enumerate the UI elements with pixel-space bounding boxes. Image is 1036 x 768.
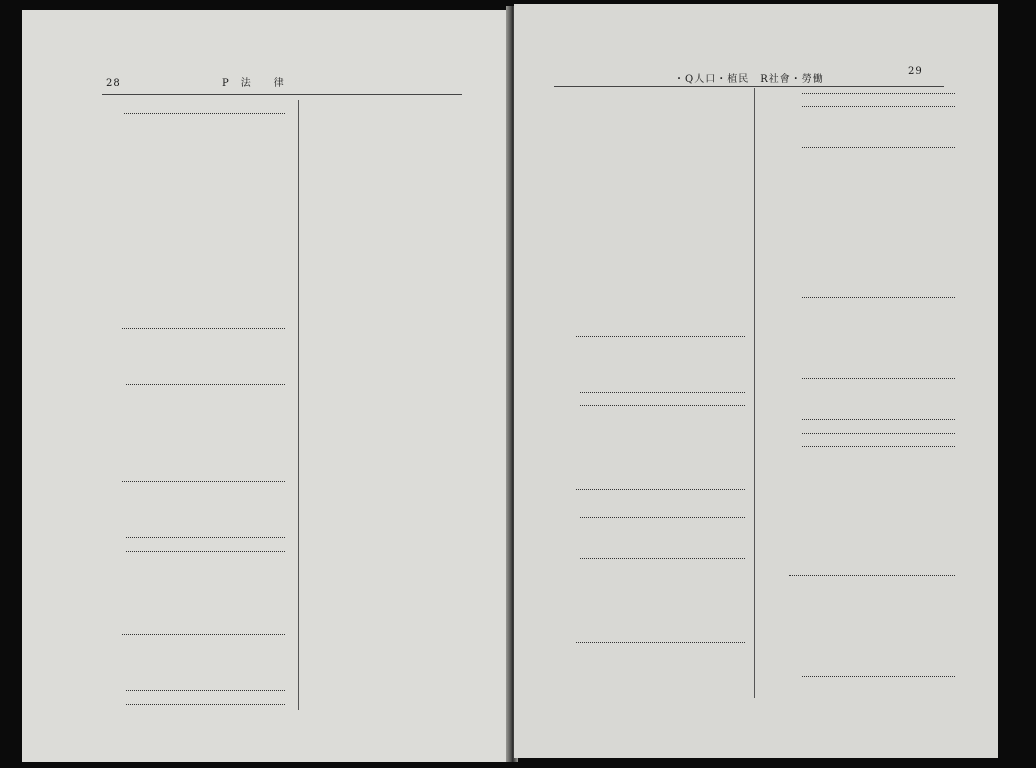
- index-entry: [306, 421, 476, 435]
- index-entry: [82, 654, 288, 668]
- index-entry: [82, 304, 288, 318]
- leader-dots: [126, 704, 285, 705]
- index-entry: [82, 236, 288, 250]
- running-header-right: ・Q人口・植民 R社會・勞働: [674, 74, 824, 85]
- index-entry: [758, 533, 958, 547]
- index-entry: [758, 261, 958, 275]
- index-entry: [82, 556, 288, 570]
- index-entry: [536, 298, 748, 312]
- index-entry: [536, 312, 748, 326]
- left-page: [22, 10, 510, 762]
- index-entry: [758, 274, 958, 288]
- index-entry: [306, 214, 476, 228]
- index-entry: [306, 435, 476, 449]
- index-entry: [536, 437, 748, 451]
- index-entry: [536, 451, 748, 465]
- index-entry: [306, 561, 476, 575]
- index-entry: [536, 284, 748, 298]
- index-note: [536, 672, 748, 684]
- index-entry: [758, 397, 958, 411]
- section-heading: [536, 177, 748, 201]
- index-entry: [536, 604, 748, 618]
- leader-dots: [802, 446, 955, 447]
- index-heading: [536, 160, 748, 177]
- index-entry: [82, 362, 288, 376]
- index-entry: [306, 673, 476, 687]
- index-entry: [536, 369, 748, 383]
- index-entry: [758, 84, 958, 98]
- index-entry: [82, 209, 288, 223]
- index-note: [536, 660, 748, 672]
- index-entry: [536, 617, 748, 631]
- index-entry: [536, 495, 748, 509]
- index-entry: [306, 354, 476, 368]
- index-entry: [82, 389, 288, 403]
- index-note: [536, 218, 748, 230]
- index-entry: [306, 156, 476, 170]
- index-entry: [306, 255, 476, 269]
- leader-dots: [802, 433, 955, 434]
- index-heading: [536, 478, 748, 495]
- leader-dots: [124, 113, 285, 114]
- leader-dots: [576, 489, 745, 490]
- index-entry: [306, 187, 476, 201]
- leader-dots: [802, 93, 955, 94]
- index-entry: [758, 329, 958, 343]
- index-entry: [536, 509, 748, 523]
- index-entry: [536, 106, 748, 120]
- index-entry: [306, 574, 476, 588]
- index-heading: [306, 476, 476, 493]
- index-entry: [306, 381, 476, 395]
- index-entry: [82, 641, 288, 655]
- index-entry: [82, 376, 288, 390]
- leader-dots: [802, 419, 955, 420]
- index-entry: [306, 700, 476, 714]
- index-entry: [306, 449, 476, 463]
- index-entry: [536, 244, 748, 258]
- index-entry: [758, 247, 958, 261]
- index-entry: [306, 102, 476, 116]
- leader-dots: [580, 517, 745, 518]
- index-entry: [758, 125, 958, 139]
- index-entry: [758, 138, 958, 152]
- index-entry: [82, 335, 288, 349]
- index-entry: [82, 682, 288, 696]
- index-entry: [82, 403, 288, 417]
- index-entry: [536, 230, 748, 244]
- index-entry: [758, 111, 958, 125]
- header-rule-left: [102, 94, 462, 95]
- index-entry: [306, 340, 476, 354]
- index-entry: [306, 659, 476, 673]
- index-entry: [758, 383, 958, 397]
- index-heading: [758, 584, 958, 601]
- index-entry: [536, 133, 748, 147]
- index-entry: [536, 577, 748, 591]
- index-entry: [536, 356, 748, 370]
- index-entry: [758, 681, 958, 695]
- index-entry: [82, 457, 288, 471]
- index-heading: [306, 170, 476, 187]
- index-entry: [306, 143, 476, 157]
- index-entry: [536, 342, 748, 356]
- column-divider: [754, 88, 755, 698]
- index-entry: [758, 505, 958, 519]
- index-entry: [758, 546, 958, 560]
- running-header-left: P 法 律: [222, 78, 285, 89]
- index-entry: [306, 116, 476, 130]
- index-entry: [82, 569, 288, 583]
- index-entry: [82, 182, 288, 196]
- index-entry: [536, 146, 748, 160]
- index-entry: [758, 492, 958, 506]
- index-entry: [758, 437, 958, 451]
- leader-dots: [802, 147, 955, 148]
- index-entry: [82, 264, 288, 278]
- index-entry: [758, 302, 958, 316]
- index-entry: [758, 478, 958, 492]
- leader-dots: [576, 336, 745, 337]
- index-entry: [306, 309, 476, 323]
- index-entry: [536, 383, 748, 397]
- index-entry: [758, 166, 958, 180]
- index-entry: [82, 501, 288, 515]
- index-entry: [82, 515, 288, 529]
- index-entry: [306, 687, 476, 701]
- index-heading: [536, 325, 748, 342]
- index-entry: [758, 193, 958, 207]
- column-divider: [298, 100, 299, 710]
- index-entry: [758, 234, 958, 248]
- index-heading: [536, 201, 748, 218]
- index-entry: [82, 488, 288, 502]
- index-entry: [82, 417, 288, 431]
- leader-dots: [789, 575, 955, 576]
- leader-dots: [802, 378, 955, 379]
- index-entry: [82, 277, 288, 291]
- index-entry: [758, 667, 958, 681]
- index-entry: [758, 288, 958, 302]
- index-entry: [758, 342, 958, 356]
- class-note: [118, 107, 120, 116]
- index-note: [536, 648, 748, 660]
- index-entry: [536, 684, 748, 698]
- index-entry: [82, 444, 288, 458]
- leader-dots: [122, 634, 285, 635]
- index-note: [82, 136, 288, 148]
- index-heading: [82, 318, 288, 335]
- class-note: [342, 328, 344, 337]
- index-heading: [536, 631, 748, 648]
- index-heading: [82, 471, 288, 488]
- left-page-column-1: [82, 102, 288, 709]
- page-number-right: 29: [908, 66, 923, 77]
- left-page-column-2: [306, 102, 476, 714]
- index-entry: [758, 424, 958, 438]
- index-entry: [306, 296, 476, 310]
- index-entry: [536, 464, 748, 478]
- leader-dots: [580, 392, 745, 393]
- index-entry: [536, 410, 748, 424]
- leader-dots: [126, 690, 285, 691]
- index-entry: [82, 430, 288, 444]
- index-entry: [82, 291, 288, 305]
- index-entry: [306, 201, 476, 215]
- index-entry: [536, 257, 748, 271]
- index-entry: [758, 98, 958, 112]
- index-entry: [758, 465, 958, 479]
- index-entry: [306, 547, 476, 561]
- index-entry: [536, 424, 748, 438]
- index-entry: [758, 179, 958, 193]
- index-heading: [82, 165, 288, 182]
- index-entry: [758, 206, 958, 220]
- index-entry: [758, 315, 958, 329]
- index-entry: [536, 549, 748, 563]
- leader-dots: [802, 676, 955, 677]
- index-note: [758, 601, 958, 613]
- index-entry: [82, 223, 288, 237]
- index-entry: [306, 520, 476, 534]
- index-entry: [306, 588, 476, 602]
- index-heading: [306, 629, 476, 646]
- right-page: [514, 4, 998, 758]
- index-entry: [758, 451, 958, 465]
- index-entry: [758, 410, 958, 424]
- leader-dots: [122, 481, 285, 482]
- index-entry: [306, 602, 476, 616]
- index-heading: [306, 323, 476, 340]
- right-page-column-2: [758, 84, 958, 694]
- index-heading: [82, 148, 288, 165]
- index-entry: [758, 152, 958, 166]
- index-entry: [758, 220, 958, 234]
- index-entry: [758, 369, 958, 383]
- index-entry: [758, 640, 958, 654]
- index-entry: [82, 597, 288, 611]
- index-entry: [306, 241, 476, 255]
- leader-dots: [126, 551, 285, 552]
- index-entry: [536, 536, 748, 550]
- index-heading: [82, 102, 288, 119]
- leader-dots: [580, 405, 745, 406]
- index-entry: [758, 654, 958, 668]
- right-page-column-1: [536, 92, 748, 711]
- index-entry: [306, 506, 476, 520]
- index-entry: [82, 349, 288, 363]
- index-entry: [758, 356, 958, 370]
- index-entry: [82, 668, 288, 682]
- index-entry: [82, 196, 288, 210]
- index-entry: [306, 615, 476, 629]
- index-entry: [536, 590, 748, 604]
- index-entry: [82, 583, 288, 597]
- index-entry: [306, 228, 476, 242]
- index-entry: [306, 462, 476, 476]
- index-entry: [306, 646, 476, 660]
- leader-dots: [802, 106, 955, 107]
- index-entry: [306, 493, 476, 507]
- leader-dots: [126, 537, 285, 538]
- index-entry: [758, 519, 958, 533]
- index-entry: [536, 271, 748, 285]
- leader-dots: [126, 384, 285, 385]
- index-entry: [536, 92, 748, 106]
- page-number-left: 28: [106, 78, 121, 89]
- index-entry: [82, 529, 288, 543]
- index-entry: [758, 626, 958, 640]
- index-entry: [306, 408, 476, 422]
- leader-dots: [576, 642, 745, 643]
- index-entry: [82, 695, 288, 709]
- index-entry: [758, 613, 958, 627]
- index-entry: [306, 367, 476, 381]
- index-entry: [306, 394, 476, 408]
- index-entry: [306, 534, 476, 548]
- index-heading: [82, 119, 288, 136]
- index-entry: [82, 250, 288, 264]
- class-note: [572, 165, 574, 174]
- index-entry: [536, 563, 748, 577]
- index-entry: [82, 610, 288, 624]
- index-entry: [536, 522, 748, 536]
- index-entry: [536, 397, 748, 411]
- leader-dots: [122, 328, 285, 329]
- leader-dots: [802, 297, 955, 298]
- leader-dots: [580, 558, 745, 559]
- index-heading: [82, 624, 288, 641]
- index-entry: [306, 129, 476, 143]
- index-entry: [536, 698, 748, 712]
- index-entry: [306, 269, 476, 283]
- section-heading: [758, 560, 958, 584]
- index-entry: [306, 282, 476, 296]
- index-entry: [536, 119, 748, 133]
- index-entry: [82, 542, 288, 556]
